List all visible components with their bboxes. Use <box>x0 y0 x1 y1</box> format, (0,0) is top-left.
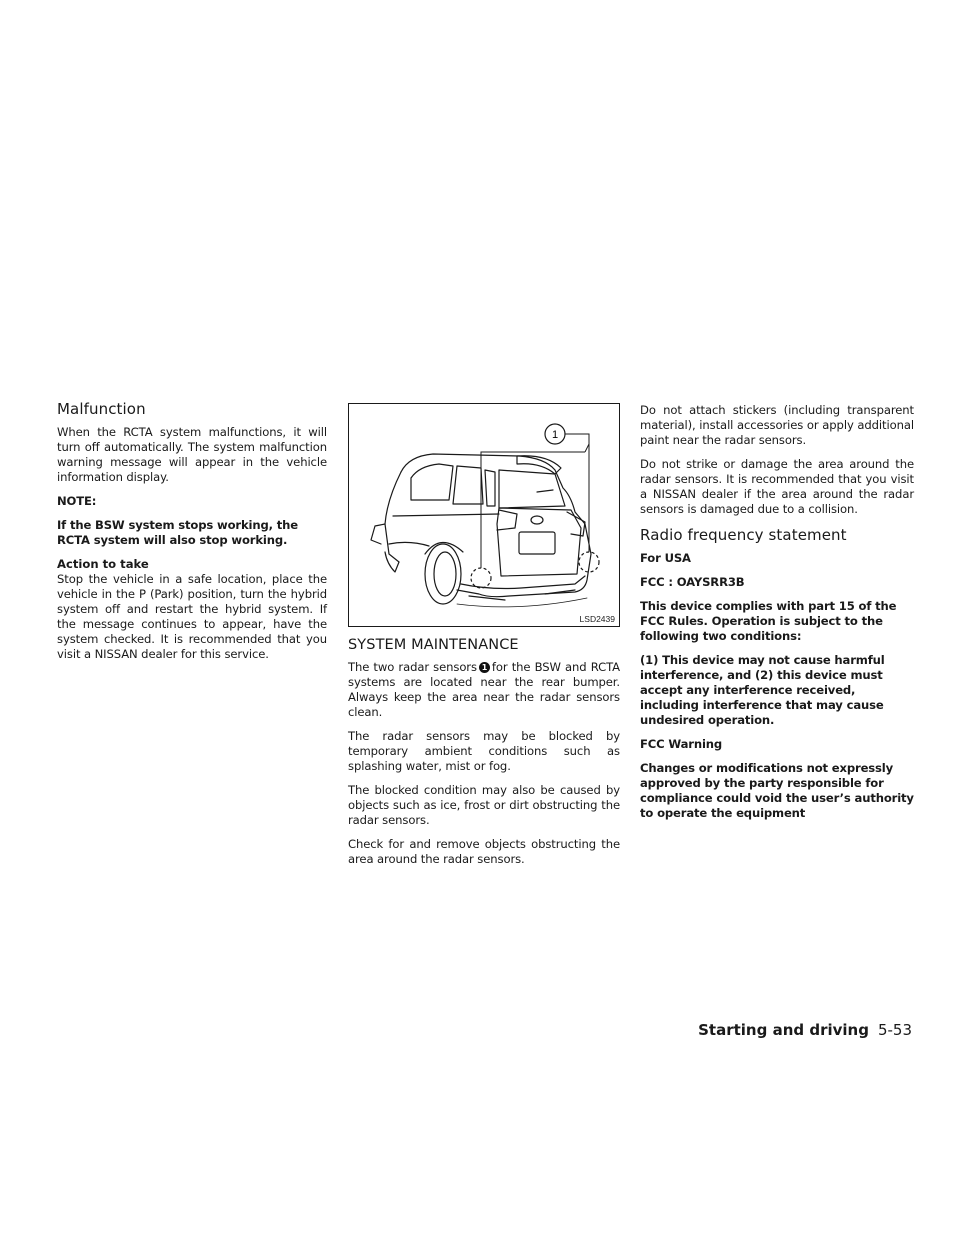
stickers-paragraph: Do not attach stickers (including transparent material), install accessories or apply additional paint near the radar sensors. <box>640 403 914 447</box>
action-text: Stop the vehicle in a safe location, place the vehicle in the P (Park) position, turn the hybrid system off and restart the hybrid system. If the message continues to appear, have the system checked. It is recommended that you visit a NISSAN dealer for this service. <box>57 572 327 661</box>
fcc-warning-text: Changes or modifications not expressly approved by the party responsible for compliance could void the user’s authority to operate the equipment <box>640 761 914 820</box>
malfunction-paragraph: When the RCTA system malfunctions, it will turn off automatically. The system malfunction warning message will appear in the vehicle information display. <box>57 425 327 484</box>
fcc-conditions-text: (1) This device may not cause harmful interference, and (2) this device must accept any interference received, including interference that may cause undesired operation. <box>640 653 885 727</box>
radio-frequency-heading: Radio frequency statement <box>640 526 847 544</box>
action-label: Action to take <box>57 557 149 571</box>
note-text: If the BSW system stops working, the RCTA system will also stop working. <box>57 518 298 547</box>
maintenance-paragraph-4: Check for and remove objects obstructing the area around the radar sensors. <box>348 837 620 866</box>
radar-sensor-figure <box>348 403 620 627</box>
p1-start-text: The two radar sensors <box>348 660 477 674</box>
vehicle-rear-illustration <box>349 404 620 627</box>
maintenance-heading: SYSTEM MAINTENANCE <box>348 637 519 653</box>
column-1 <box>57 400 327 671</box>
fcc-id: FCC : OAYSRR3B <box>640 575 745 589</box>
maintenance-paragraph-3: The blocked condition may also be caused by objects such as ice, frost or dirt obstructing the radar sensors. <box>348 783 620 827</box>
damage-paragraph: Do not strike or damage the area around the radar sensors. It is recommended that you visit a NISSAN dealer if the area around the radar sensors is damaged due to a collision. <box>640 457 914 516</box>
footer-section-title: Starting and driving <box>698 1021 869 1039</box>
p1-end-text: for the BSW and RCTA systems are located near the rear bumper. Always keep the area near the radar sensors clean. <box>348 660 620 719</box>
fcc-compliance-text: This device complies with part 15 of the FCC Rules. Operation is subject to the following two conditions: <box>640 599 897 643</box>
page-footer <box>698 1021 912 1039</box>
figure-callout: 1 <box>551 429 559 441</box>
maintenance-paragraph-1 <box>348 660 620 720</box>
malfunction-heading: Malfunction <box>57 400 146 418</box>
figure-code: LSD2439 <box>579 614 615 624</box>
usa-label: For USA <box>640 551 691 565</box>
column-3 <box>640 403 914 830</box>
column-2 <box>348 403 620 876</box>
sensor-marker-icon: 1 <box>479 662 490 673</box>
footer-page-number: 5-53 <box>877 1021 912 1039</box>
fcc-warning-label: FCC Warning <box>640 737 723 751</box>
maintenance-paragraph-2: The radar sensors may be blocked by temporary ambient conditions such as splashing water, mist or fog. <box>348 729 620 773</box>
note-label: NOTE: <box>57 494 97 508</box>
